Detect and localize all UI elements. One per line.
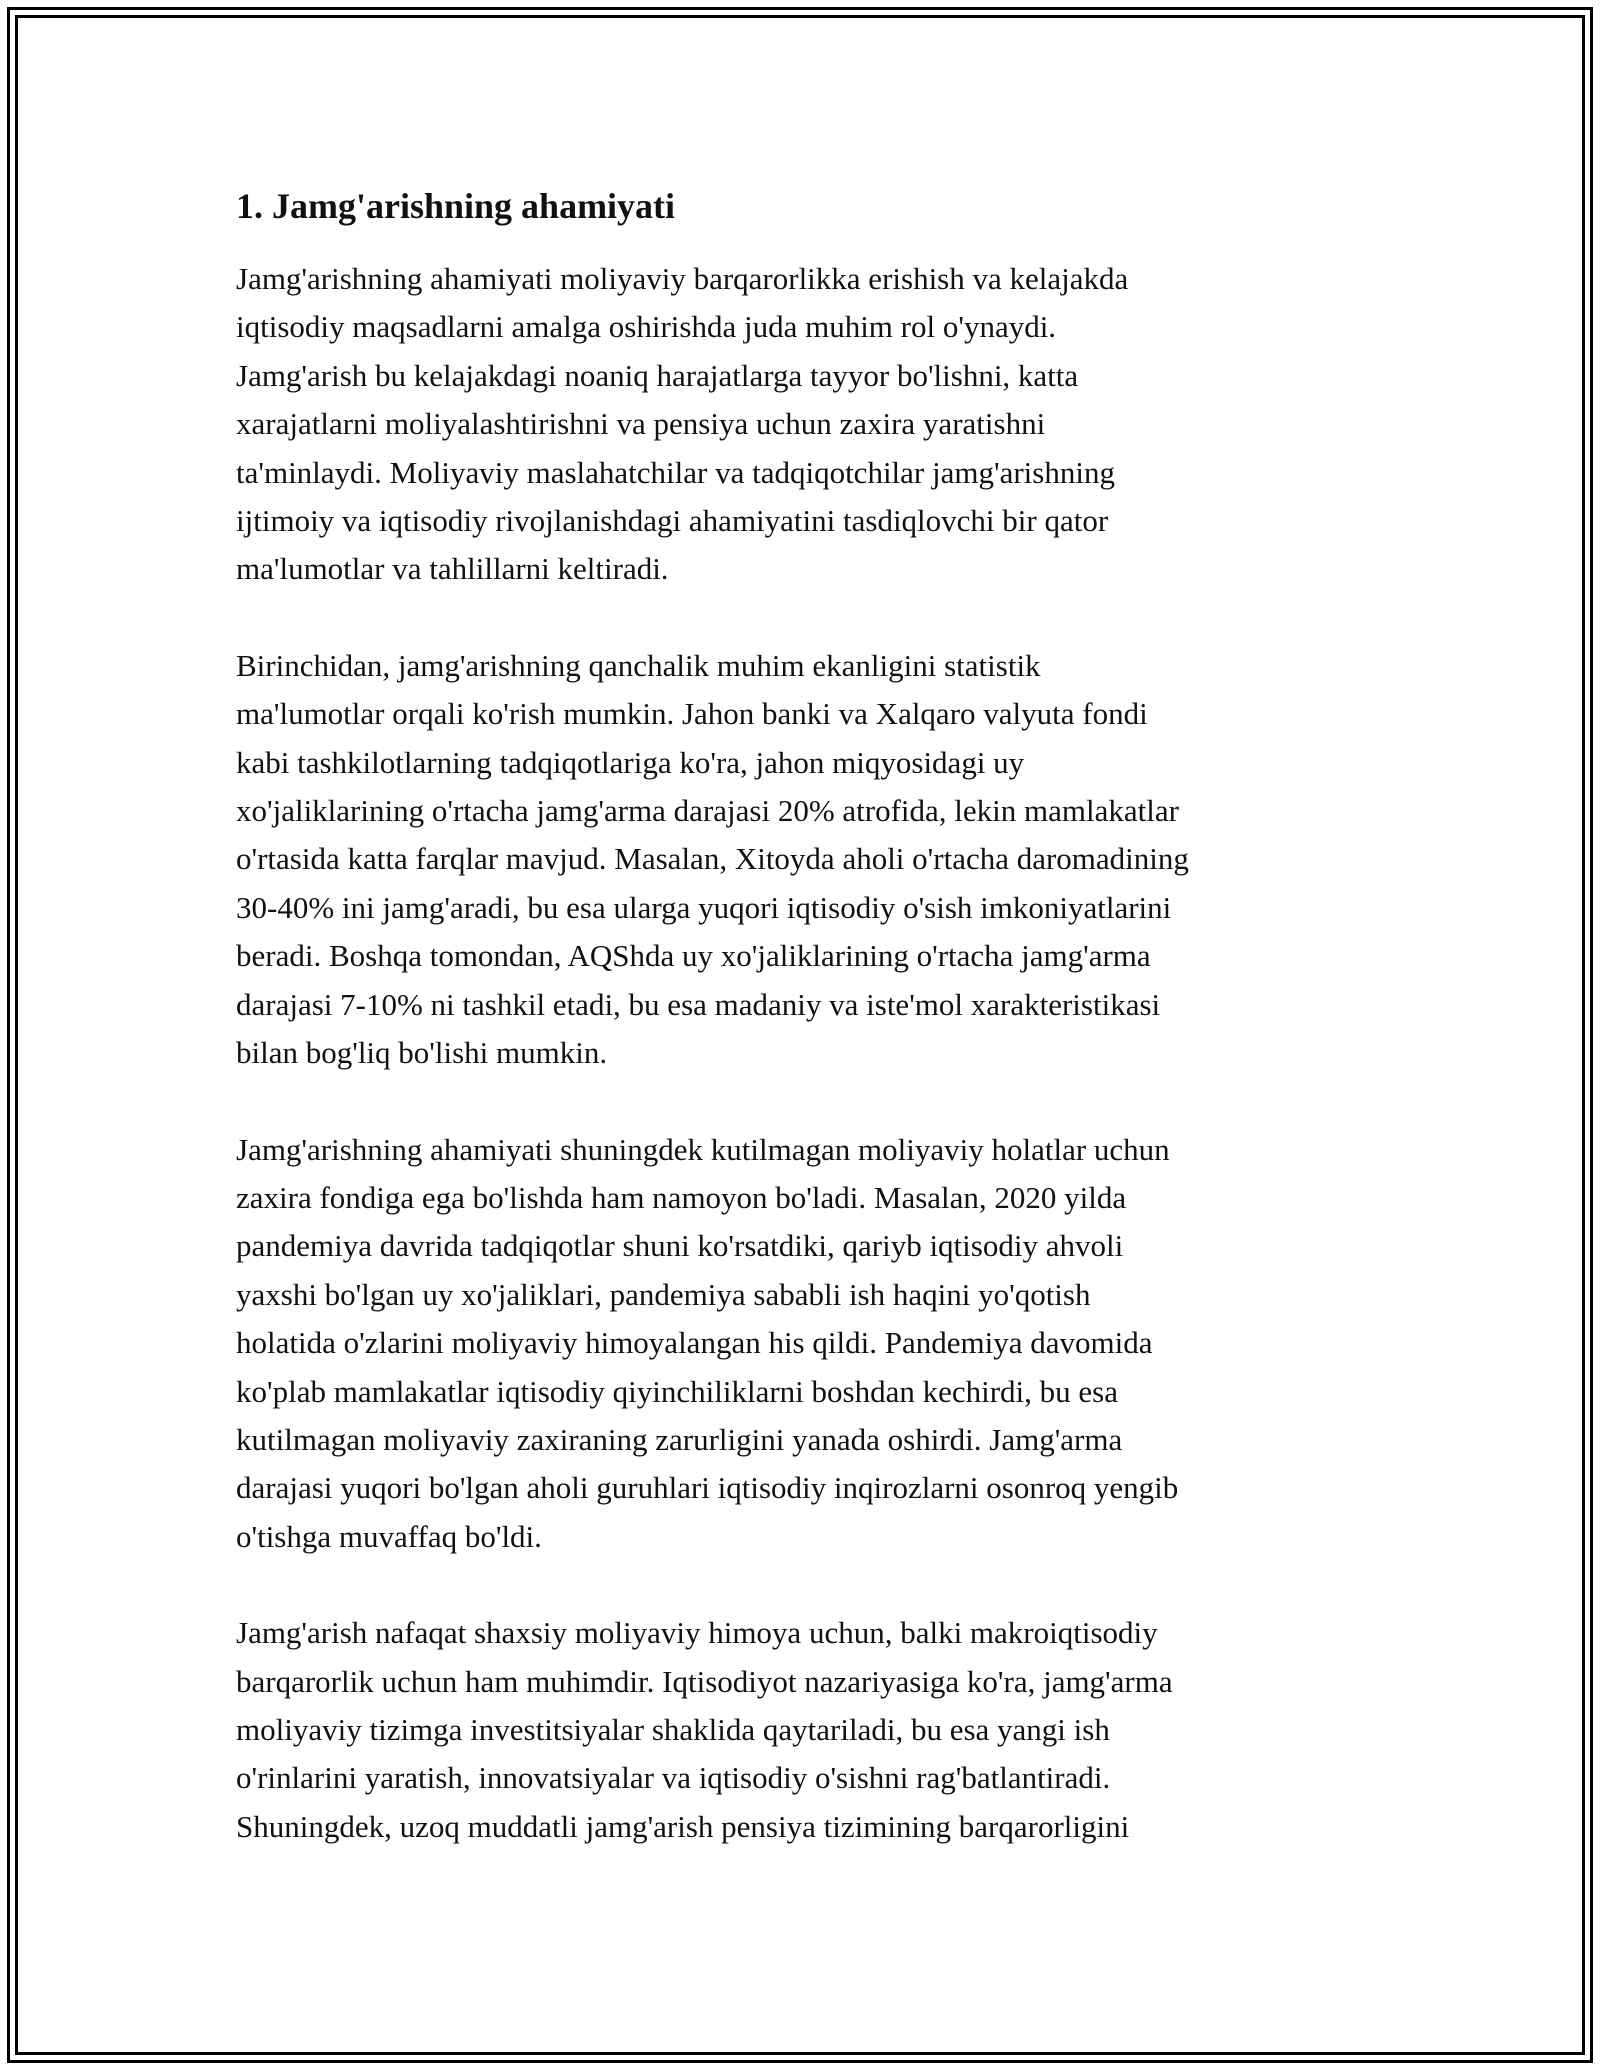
text-line: ijtimoiy va iqtisodiy rivojlanishdagi ahamiyatini tasdiqlovchi bir qator bbox=[236, 503, 1109, 539]
text-line: moliyaviy tizimga investitsiyalar shaklida qaytariladi, bu esa yangi ish bbox=[236, 1711, 1110, 1747]
text-line: xo'jaliklarining o'rtacha jamg'arma darajasi 20% atrofida, lekin mamlakatlar bbox=[236, 793, 1179, 829]
text-line: iqtisodiy maqsadlarni amalga oshirishda juda muhim rol o'ynaydi. bbox=[236, 309, 1057, 345]
text-line: xarajatlarni moliyalashtirishni va pensiya uchun zaxira yaratishni bbox=[236, 406, 1046, 442]
text-line: kutilmagan moliyaviy zaxiraning zarurligini yanada oshirdi. Jamg'arma bbox=[236, 1421, 1123, 1457]
text-line: zaxira fondiga ega bo'lishda ham namoyon bo'ladi. Masalan, 2020 yilda bbox=[236, 1179, 1127, 1215]
text-line: beradi. Boshqa tomondan, AQShda uy xo'jaliklarining o'rtacha jamg'arma bbox=[236, 938, 1151, 974]
paragraph-1 bbox=[236, 255, 1366, 594]
text-line: o'tishga muvaffaq bo'ldi. bbox=[236, 1518, 542, 1554]
text-line: yaxshi bo'lgan uy xo'jaliklari, pandemiya sababli ish haqini yo'qotish bbox=[236, 1276, 1091, 1312]
text-line: Birinchidan, jamg'arishning qanchalik muhim ekanligini statistik bbox=[236, 647, 1041, 683]
section-heading: 1. Jamg'arishning ahamiyati bbox=[236, 186, 676, 226]
text-line: pandemiya davrida tadqiqotlar shuni ko'rsatdiki, qariyb iqtisodiy ahvoli bbox=[236, 1228, 1124, 1264]
text-line: 30-40% ini jamg'aradi, bu esa ularga yuqori iqtisodiy o'sish imkoniyatlarini bbox=[236, 889, 1172, 925]
paragraph-4 bbox=[236, 1609, 1366, 1851]
text-line: darajasi 7-10% ni tashkil etadi, bu esa madaniy va iste'mol xarakteristikasi bbox=[236, 986, 1161, 1022]
paragraph-3 bbox=[236, 1126, 1366, 1562]
text-line: holatida o'zlarini moliyaviy himoyalangan his qildi. Pandemiya davomida bbox=[236, 1325, 1153, 1361]
text-line: kabi tashkilotlarning tadqiqotlariga ko'ra, jahon miqyosidagi uy bbox=[236, 744, 1025, 780]
text-line: Jamg'arish nafaqat shaxsiy moliyaviy himoya uchun, balki makroiqtisodiy bbox=[236, 1615, 1158, 1651]
text-line: bilan bog'liq bo'lishi mumkin. bbox=[236, 1035, 608, 1071]
text-line: darajasi yuqori bo'lgan aholi guruhlari iqtisodiy inqirozlarni osonroq yengib bbox=[236, 1470, 1179, 1506]
text-line: ta'minlaydi. Moliyaviy maslahatchilar va tadqiqotchilar jamg'arishning bbox=[236, 454, 1115, 490]
text-line: Jamg'arish bu kelajakdagi noaniq harajatlarga tayyor bo'lishni, katta bbox=[236, 357, 1079, 393]
text-line: o'rinlarini yaratish, innovatsiyalar va iqtisodiy o'sishni rag'batlantiradi. bbox=[236, 1760, 1111, 1796]
text-line: Jamg'arishning ahamiyati shuningdek kutilmagan moliyaviy holatlar uchun bbox=[236, 1131, 1170, 1167]
text-line: barqarorlik uchun ham muhimdir. Iqtisodiyot nazariyasiga ko'ra, jamg'arma bbox=[236, 1663, 1173, 1699]
text-line: o'rtasida katta farqlar mavjud. Masalan, Xitoyda aholi o'rtacha daromadining bbox=[236, 841, 1189, 877]
paragraph-2 bbox=[236, 642, 1366, 1078]
text-line: Shuningdek, uzoq muddatli jamg'arish pensiya tizimining barqarorligini bbox=[236, 1808, 1130, 1844]
text-line: ko'plab mamlakatlar iqtisodiy qiyinchiliklarni boshdan kechirdi, bu esa bbox=[236, 1373, 1119, 1409]
text-line: Jamg'arishning ahamiyati moliyaviy barqarorlikka erishish va kelajakda bbox=[236, 261, 1129, 296]
document-body bbox=[236, 183, 1366, 1899]
text-line: ma'lumotlar orqali ko'rish mumkin. Jahon banki va Xalqaro valyuta fondi bbox=[236, 696, 1148, 732]
text-line: ma'lumotlar va tahlillarni keltiradi. bbox=[236, 551, 669, 587]
